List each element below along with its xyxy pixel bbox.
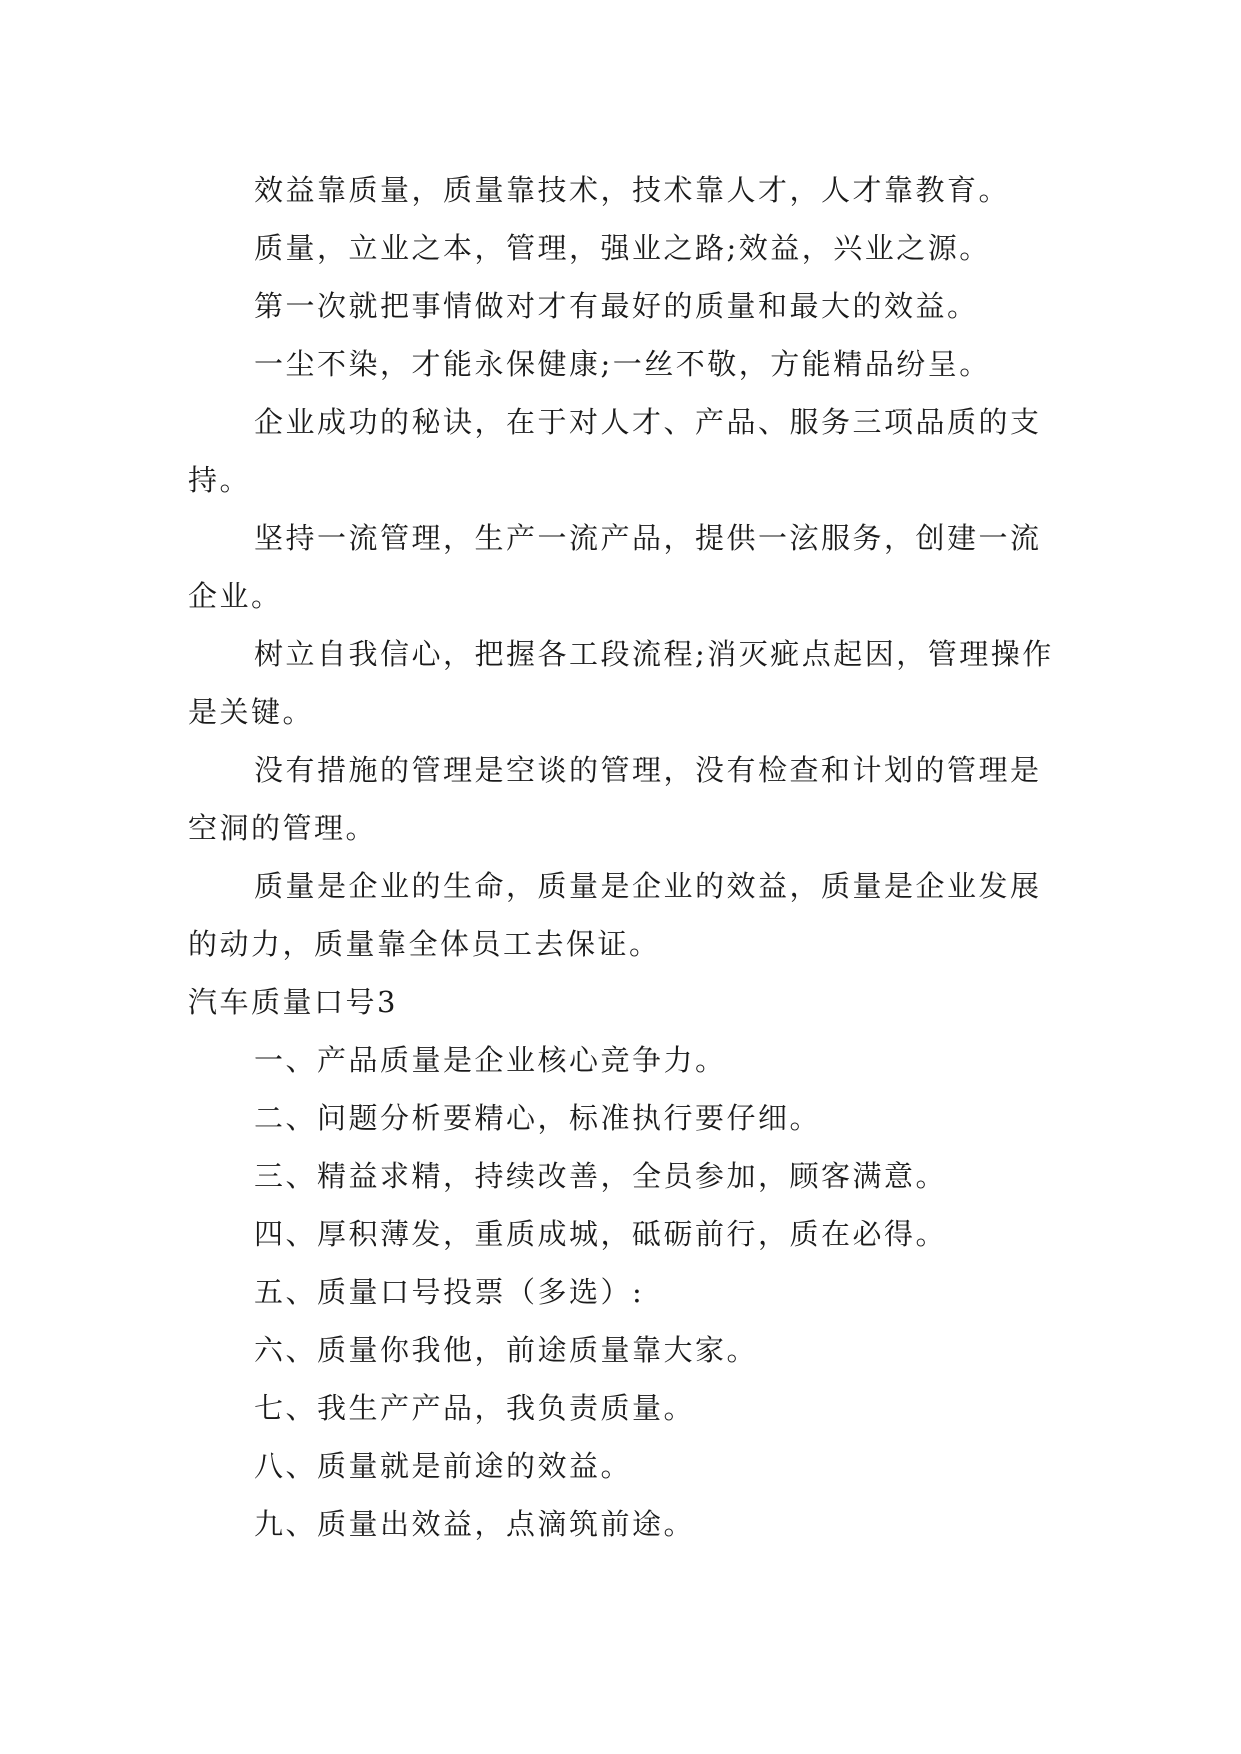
paragraph: 质量是企业的生命，质量是企业的效益，质量是企业发展的动力，质量靠全体员工去保证。 <box>188 869 1042 961</box>
document-body <box>188 161 1068 1553</box>
paragraph: 企业成功的秘诀，在于对人才、产品、服务三项品质的支持。 <box>188 405 1042 497</box>
list-item: 五、质量口号投票（多选）: <box>254 1275 645 1309</box>
paragraph: 坚持一流管理，生产一流产品，提供一泫服务，创建一流企业。 <box>188 521 1042 613</box>
list-item: 八、质量就是前途的效益。 <box>254 1449 633 1483</box>
list-item: 七、我生产产品，我负责质量。 <box>254 1391 696 1425</box>
list-item: 九、质量出效益，点滴筑前途。 <box>254 1507 696 1541</box>
paragraph: 没有措施的管理是空谈的管理，没有检查和计划的管理是空洞的管理。 <box>188 753 1042 845</box>
list-item: 六、质量你我他，前途质量靠大家。 <box>254 1333 759 1367</box>
list-item: 二、问题分析要精心，标准执行要仔细。 <box>254 1101 822 1135</box>
paragraph: 质量，立业之本，管理，强业之路;效益，兴业之源。 <box>254 231 991 265</box>
list-item: 四、厚积薄发，重质成城，砥砺前行，质在必得。 <box>254 1217 948 1251</box>
paragraph: 一尘不染，才能永保健康;一丝不敬，方能精品纷呈。 <box>254 347 991 381</box>
list-item: 一、产品质量是企业核心竞争力。 <box>254 1043 727 1077</box>
list-item: 三、精益求精，持续改善，全员参加，顾客满意。 <box>254 1159 948 1193</box>
paragraph: 第一次就把事情做对才有最好的质量和最大的效益。 <box>254 289 979 323</box>
paragraph: 效益靠质量，质量靠技术，技术靠人才，人才靠教育。 <box>254 173 1011 207</box>
paragraph: 树立自我信心，把握各工段流程;消灭疵点起因，管理操作是关键。 <box>188 637 1054 729</box>
section-heading: 汽车质量口号3 <box>188 985 398 1019</box>
